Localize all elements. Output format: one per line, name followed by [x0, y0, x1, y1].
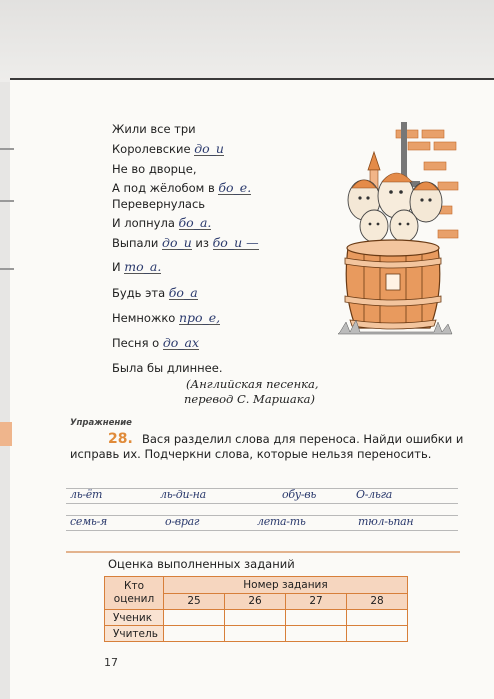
poem-line: [112, 162, 196, 176]
task-number: 26: [225, 593, 286, 610]
handwritten-word[interactable]: ль-ди-на: [160, 488, 206, 501]
handwritten-word[interactable]: обу-вь: [282, 488, 317, 501]
score-cell[interactable]: [286, 626, 347, 642]
handwritten-word[interactable]: ль-ёт: [70, 488, 103, 501]
score-cell[interactable]: [347, 626, 408, 642]
poem-line: [112, 216, 211, 230]
barrel-illustration: [334, 122, 466, 338]
poem-line: [112, 311, 220, 325]
poem-text: И лопнула: [112, 216, 175, 230]
evaluator-header-line: оценил: [113, 593, 155, 605]
poem-text: Выпали: [112, 236, 159, 250]
score-cell[interactable]: [286, 610, 347, 626]
handwritten-fill[interactable]: то_а.: [124, 259, 162, 274]
poem-text: А под жёлобом в: [112, 181, 215, 195]
task-number: 28: [347, 593, 408, 610]
poem-line: [112, 142, 224, 156]
poem-line: [112, 286, 198, 300]
exercise-label: Упражнение: [70, 418, 132, 428]
poem-text: Не во дворце,: [112, 162, 197, 176]
evaluator-header: [105, 577, 164, 610]
score-title: Оценка выполненных заданий: [108, 557, 295, 571]
writing-line: [66, 530, 458, 531]
handwritten-fill[interactable]: про_е,: [178, 310, 221, 325]
handwritten-fill[interactable]: до_и: [194, 141, 224, 156]
margin-mark: [0, 268, 14, 270]
poem-line: [112, 122, 196, 136]
score-cell[interactable]: [225, 626, 286, 642]
writing-line: [66, 488, 458, 489]
handwritten-word[interactable]: семь-я: [70, 515, 107, 528]
task-number: 25: [164, 593, 225, 610]
writing-line: [66, 503, 458, 504]
poem-text: Королевские: [112, 142, 191, 156]
handwritten-fill[interactable]: бо_а.: [178, 215, 212, 230]
poem-line: [112, 361, 222, 375]
poem-text: Перевернулась: [112, 197, 206, 211]
handwritten-word[interactable]: О-льга: [356, 488, 393, 501]
scan-background: [0, 0, 494, 82]
exercise-instructions: Вася разделил слова для переноса. Найди ошибки и исправь их. Подчеркни слова, которые нельзя переносить.: [70, 432, 464, 461]
poem-text: Будь эта: [112, 286, 166, 300]
poem-attribution: перевод С. Маршака): [184, 392, 316, 406]
poem-line: [112, 336, 199, 350]
score-table: [104, 576, 408, 642]
poem-text: Была бы длиннее.: [112, 361, 223, 375]
poem-text: Песня о: [112, 336, 160, 350]
table-row: [105, 610, 408, 626]
poem-line: [112, 260, 161, 274]
score-cell[interactable]: [164, 610, 225, 626]
handwritten-fill[interactable]: бо_е.: [218, 180, 252, 195]
handwritten-fill[interactable]: до_и: [162, 235, 192, 250]
page-number: 17: [104, 656, 118, 669]
task-number-header: Номер задания: [164, 577, 408, 594]
score-cell[interactable]: [225, 610, 286, 626]
poem-line: [112, 197, 205, 211]
exercise-number: 28.: [108, 431, 133, 447]
poem-text: Жили все три: [112, 122, 196, 136]
margin-mark: [0, 148, 14, 150]
handwritten-fill[interactable]: до_ах: [162, 335, 200, 350]
poem-line: [112, 181, 251, 195]
poem-attribution: (Английская песенка,: [186, 377, 319, 391]
table-row: [105, 626, 408, 642]
handwritten-fill[interactable]: бо_и —: [212, 235, 259, 250]
poem-text: И: [112, 260, 121, 274]
handwritten-word[interactable]: тюл-ьпан: [358, 515, 414, 528]
score-cell[interactable]: [347, 610, 408, 626]
score-cell[interactable]: [164, 626, 225, 642]
handwritten-word[interactable]: лета-ть: [257, 515, 306, 528]
row-label-teacher: Учитель: [105, 626, 164, 642]
handwritten-word[interactable]: о-враг: [165, 515, 200, 528]
handwritten-fill[interactable]: бо_а: [168, 285, 198, 300]
poem-text: Немножко: [112, 311, 176, 325]
margin-mark: [0, 200, 14, 202]
poem-line: [112, 236, 259, 250]
section-separator: [66, 551, 460, 553]
task-number: 27: [286, 593, 347, 610]
section-tab: [0, 422, 12, 446]
evaluator-header-line: Кто: [124, 580, 144, 592]
poem-text: из: [195, 236, 210, 250]
row-label-student: Ученик: [105, 610, 164, 626]
